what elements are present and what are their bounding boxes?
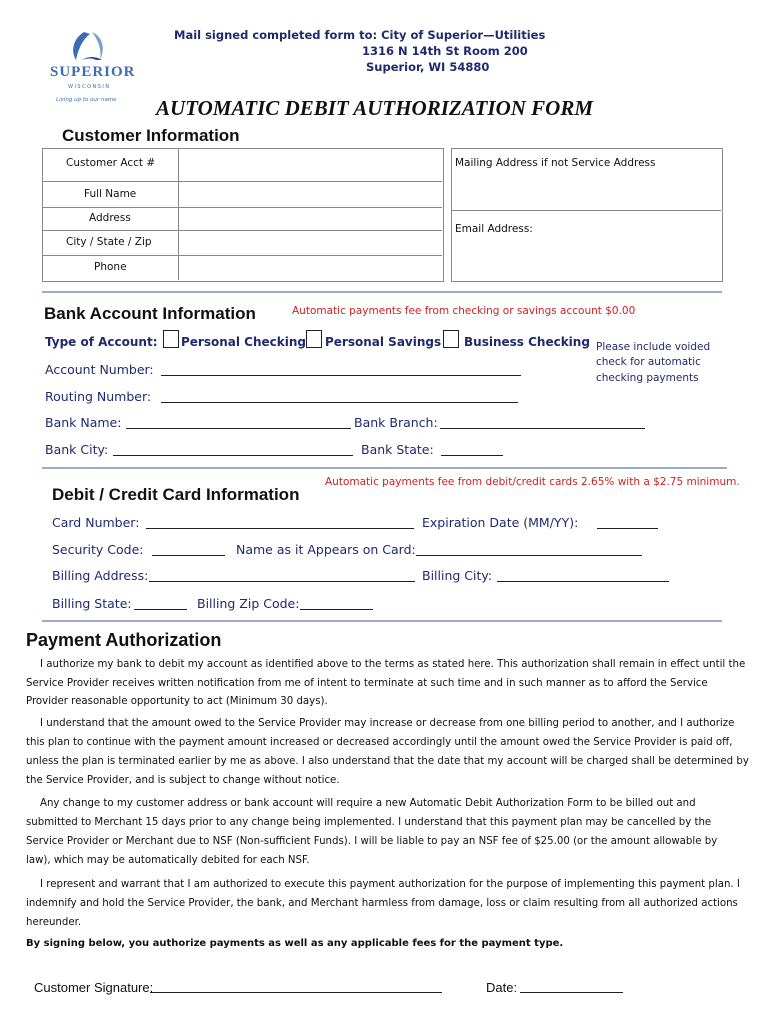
billing-state-field[interactable] <box>134 609 187 610</box>
section-divider <box>42 291 722 293</box>
type-of-account-label: Type of Account: <box>45 335 158 349</box>
paragraph-4-line-1: I represent and warrant that I am authorized to execute this payment authorization for the purpose of implementing this payment plan. I <box>40 879 740 890</box>
paragraph-3-line-2: submitted to Merchant 15 days prior to any change being implemented. I understand that this payment plan may be cancelled by the <box>26 817 712 828</box>
bank-fee-note: Automatic payments fee from checking or savings account $0.00 <box>292 305 636 317</box>
signature-label: Customer Signature: <box>34 980 154 995</box>
bank-city-field[interactable] <box>113 455 353 456</box>
bank-name-label: Bank Name: <box>45 415 122 430</box>
security-code-label: Security Code: <box>52 542 144 557</box>
card-number-field[interactable] <box>146 528 414 529</box>
signing-note: By signing below, you authorize payments as well as any applicable fees for the payment type. <box>26 938 564 949</box>
business-checking-checkbox[interactable] <box>443 330 459 348</box>
paragraph-3-line-4: law), which may be automatically debited for each NSF. <box>26 855 310 866</box>
email-label: Email Address: <box>455 223 533 235</box>
paragraph-2-line-3: unless the plan is terminated earlier by me as above. I also understand that the date that my account will be charged shall be determined by <box>26 756 749 767</box>
bank-branch-field[interactable] <box>440 428 645 429</box>
paragraph-1-line-2: Service Provider receives written notification from me of intent to terminate at such time and in such manner as to afford the Service <box>26 678 708 689</box>
superior-logo <box>44 26 136 110</box>
section-divider <box>42 467 727 469</box>
card-number-label: Card Number: <box>52 515 140 530</box>
billing-address-field[interactable] <box>149 581 415 582</box>
paragraph-1-line-1: I authorize my bank to debit my account as identified above to the terms as stated here. This authorization shall remain in effect until the <box>40 659 746 670</box>
mailing-address-label: Mailing Address if not Service Address <box>455 157 656 169</box>
business-checking-label: Business Checking <box>464 335 590 349</box>
paragraph-2-line-2: this plan to continue with the payment amount increased or decreased accordingly until the amount owed the Service Provider is paid off, <box>26 737 733 748</box>
mail-to-line: Mail signed completed form to: City of Superior—Utilities <box>174 28 546 42</box>
expiration-label: Expiration Date (MM/YY): <box>422 515 579 530</box>
paragraph-2-line-1: I understand that the amount owed to the Service Provider may increase or decrease from one billing period to another, and I authorize <box>40 718 735 729</box>
paragraph-4-line-3: hereunder. <box>26 917 82 928</box>
account-number-field[interactable] <box>161 375 521 376</box>
section-divider <box>42 620 722 622</box>
logo-name: SUPERIOR <box>50 64 136 80</box>
billing-city-label: Billing City: <box>422 568 493 583</box>
form-title: AUTOMATIC DEBIT AUTHORIZATION FORM <box>156 96 594 120</box>
name-on-card-label: Name as it Appears on Card: <box>236 542 416 557</box>
paragraph-3-line-1: Any change to my customer address or bank account will require a new Automatic Debit Authorization Form to be billed out and <box>40 798 696 809</box>
customer-acct-field[interactable] <box>179 149 441 180</box>
date-field[interactable] <box>520 992 623 993</box>
billing-zip-field[interactable] <box>300 609 373 610</box>
paragraph-2-line-4: the Service Provider, and is subject to change without notice. <box>26 775 340 786</box>
billing-zip-label: Billing Zip Code: <box>197 596 300 611</box>
logo-tagline: Living up to our name <box>56 97 117 103</box>
full-name-label: Full Name <box>84 188 137 200</box>
phone-field[interactable] <box>179 256 441 279</box>
bank-state-field[interactable] <box>441 455 503 456</box>
billing-state-label: Billing State: <box>52 596 132 611</box>
personal-checking-checkbox[interactable] <box>163 330 179 348</box>
divider <box>451 210 721 211</box>
card-fee-note: Automatic payments fee from debit/credit cards 2.65% with a $2.75 minimum. <box>325 476 740 488</box>
voided-check-note-2: check for automatic <box>596 356 701 368</box>
paragraph-1-line-3: Provider reasonable opportunity to act (Minimum 30 days). <box>26 696 328 707</box>
mail-address-line: 1316 N 14th St Room 200 <box>362 44 528 58</box>
voided-check-note-3: checking payments <box>596 372 699 384</box>
city-state-zip-label: City / State / Zip <box>66 236 152 248</box>
voided-check-note-1: Please include voided <box>596 341 711 353</box>
full-name-field[interactable] <box>179 182 441 206</box>
signature-field[interactable] <box>150 992 442 993</box>
routing-number-label: Routing Number: <box>45 389 152 404</box>
city-state-zip-field[interactable] <box>179 231 441 254</box>
personal-savings-label: Personal Savings <box>325 335 442 349</box>
address-field[interactable] <box>179 208 441 229</box>
mail-city-line: Superior, WI 54880 <box>366 60 490 74</box>
bank-info-heading: Bank Account Information <box>44 304 256 323</box>
bank-state-label: Bank State: <box>361 442 434 457</box>
card-info-heading: Debit / Credit Card Information <box>52 485 300 504</box>
paragraph-4-line-2: indemnify and hold the Service Provider, the bank, and Merchant harmless from damage, loss or claim resulting from all authorized actions <box>26 898 738 909</box>
personal-savings-checkbox[interactable] <box>306 330 322 348</box>
bank-name-field[interactable] <box>126 428 351 429</box>
address-label: Address <box>89 212 131 224</box>
payment-auth-heading: Payment Authorization <box>26 630 222 650</box>
account-number-label: Account Number: <box>45 362 154 377</box>
phone-label: Phone <box>94 261 127 273</box>
billing-address-label: Billing Address: <box>52 568 149 583</box>
bank-branch-label: Bank Branch: <box>354 415 438 430</box>
routing-number-field[interactable] <box>161 402 518 403</box>
date-label: Date: <box>486 980 518 995</box>
email-field[interactable] <box>540 218 720 240</box>
billing-city-field[interactable] <box>497 581 669 582</box>
security-code-field[interactable] <box>152 555 225 556</box>
logo-state: WISCONSIN <box>68 84 111 90</box>
paragraph-3-line-3: Service Provider or Merchant due to NSF (Non-sufficient Funds). I will be liable to pay an NSF fee of $25.00 (or the amount allowable by <box>26 836 718 847</box>
customer-info-heading: Customer Information <box>62 126 240 145</box>
personal-checking-label: Personal Checking <box>181 335 306 349</box>
expiration-field[interactable] <box>597 528 658 529</box>
customer-acct-label: Customer Acct # <box>66 157 156 169</box>
name-on-card-field[interactable] <box>416 555 642 556</box>
bank-city-label: Bank City: <box>45 442 109 457</box>
mailing-address-field[interactable] <box>452 172 720 209</box>
